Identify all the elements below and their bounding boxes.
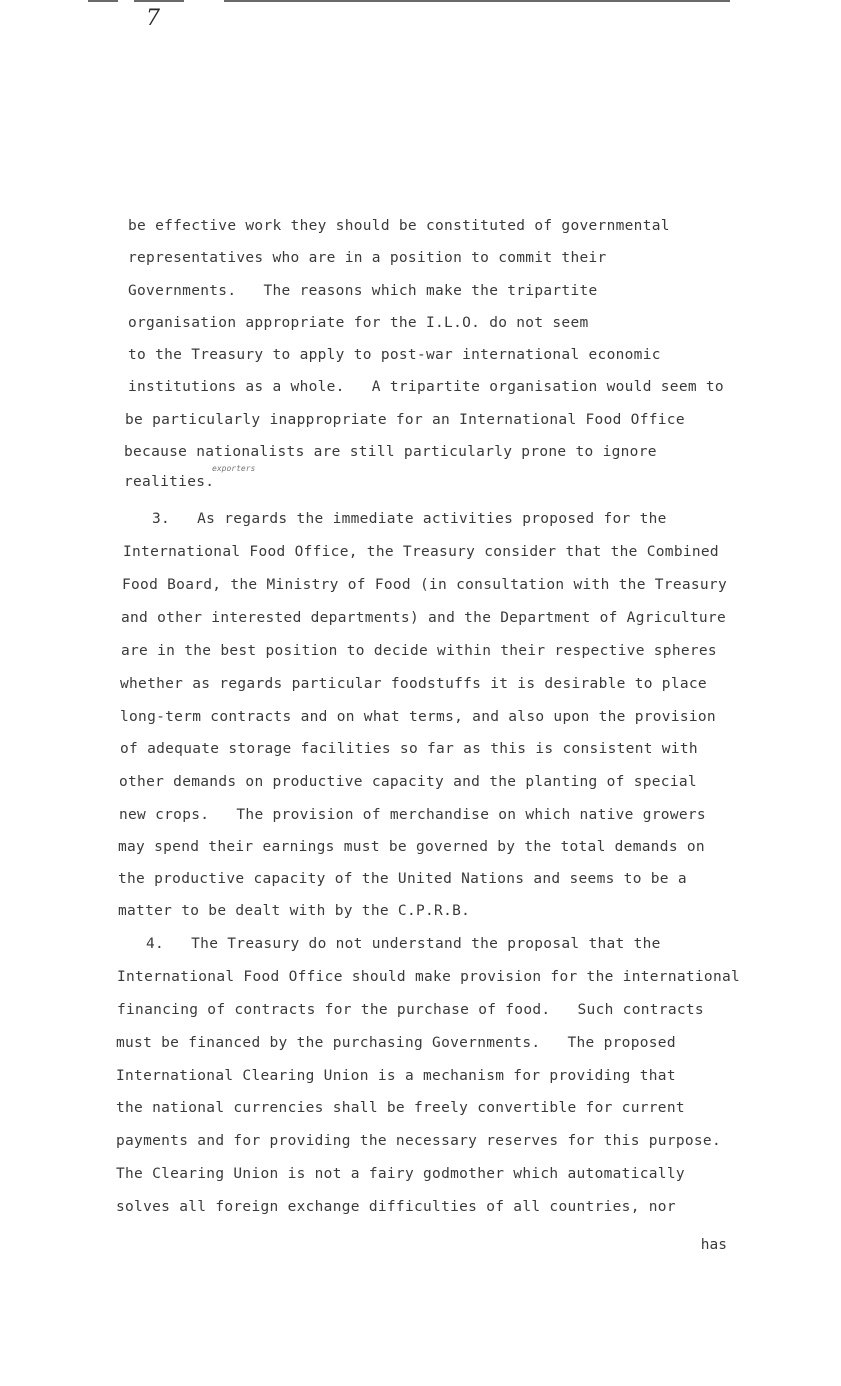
interlinear-correction: exporters	[212, 464, 256, 473]
text-line: because nationalists are still particularly prone to ignore	[124, 444, 657, 460]
text-line: financing of contracts for the purchase of food. Such contracts	[117, 1002, 704, 1018]
text-line: of adequate storage facilities so far as this is consistent with	[120, 741, 698, 757]
top-rule-left	[88, 0, 118, 2]
text-line: whether as regards particular foodstuffs it is desirable to place	[120, 676, 707, 692]
text-line: must be financed by the purchasing Governments. The proposed	[116, 1035, 676, 1051]
text-line: Governments. The reasons which make the tripartite	[128, 283, 598, 299]
text-line: long-term contracts and on what terms, and also upon the provision	[120, 709, 716, 725]
top-rule-right	[224, 0, 730, 2]
text-line: The Clearing Union is not a fairy godmother which automatically	[116, 1166, 685, 1182]
text-line: International Food Office should make provision for the international	[117, 969, 741, 985]
text-line: to the Treasury to apply to post-war international economic	[128, 347, 661, 363]
top-rule-middle	[134, 0, 184, 2]
text-line: new crops. The provision of merchandise on which native growers	[119, 807, 706, 823]
text-line: the national currencies shall be freely convertible for current	[116, 1100, 685, 1116]
text-line: International Clearing Union is a mechanism for providing that	[116, 1068, 676, 1084]
text-line: matter to be dealt with by the C.P.R.B.	[118, 903, 471, 919]
text-line: other demands on productive capacity and the planting of special	[119, 774, 697, 790]
text-line: be particularly inappropriate for an International Food Office	[125, 412, 685, 428]
text-line: may spend their earnings must be governed by the total demands on	[118, 839, 705, 855]
text-line: and other interested departments) and the Department of Agriculture	[121, 610, 726, 626]
text-line: be effective work they should be constituted of governmental	[128, 218, 670, 234]
catchword: has	[700, 1237, 727, 1253]
text-line: organisation appropriate for the I.L.O. do not seem	[128, 315, 589, 331]
text-line: payments and for providing the necessary reserves for this purpose.	[116, 1133, 721, 1149]
text-line: are in the best position to decide within their respective spheres	[121, 643, 717, 659]
text-line: the productive capacity of the United Nations and seems to be a	[118, 871, 687, 887]
paragraph-start-line: 3. As regards the immediate activities proposed for the	[152, 511, 667, 527]
page-number-mark: 7	[146, 6, 160, 31]
text-line: institutions as a whole. A tripartite organisation would seem to	[128, 379, 724, 395]
text-line: representatives who are in a position to commit their	[128, 250, 607, 266]
text-line: Food Board, the Ministry of Food (in consultation with the Treasury	[122, 577, 727, 593]
text-line: International Food Office, the Treasury consider that the Combined	[123, 544, 719, 560]
paragraph-start-line: 4. The Treasury do not understand the proposal that the	[146, 936, 661, 952]
text-line: realities.	[124, 474, 215, 490]
text-line: solves all foreign exchange difficulties of all countries, nor	[116, 1199, 676, 1215]
